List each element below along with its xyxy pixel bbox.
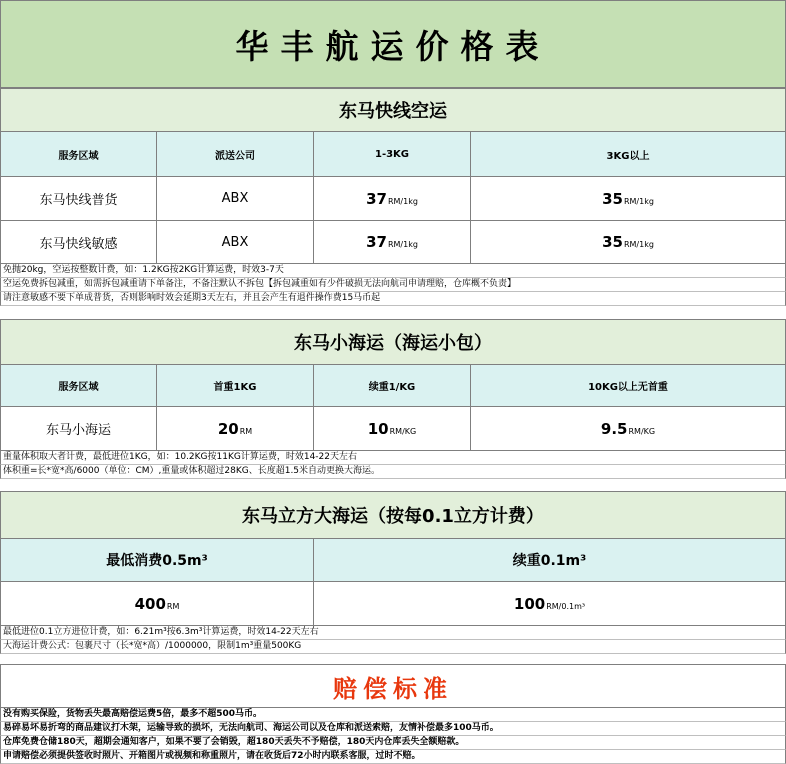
air-notes [0,264,786,306]
air-note: 空运免费拆包减重，如需拆包减重请下单备注，不备注默认不拆包【拆包减重如有少件破损无法向航司申请理赔，仓库概不负责】 [0,278,786,292]
price-unit: RM/KG [628,426,656,436]
cube-sea-min-price [0,582,314,626]
air-header-area: 服务区域 [0,132,157,177]
air-section-title: 东马快线空运 [0,88,786,132]
air-header-company: 派送公司 [157,132,314,177]
table-row [0,221,786,264]
price-unit: RM/1kg [387,240,418,249]
price-unit: RM/1kg [387,196,418,206]
price-unit: RM [239,426,253,436]
cube-sea-section-title: 东马立方大海运（按每0.1立方计费） [0,491,786,539]
small-sea-table-header [0,365,786,407]
compensation-note: 没有购买保险，货物丢失最高赔偿运费5倍，最多不超500马币。 [0,708,786,722]
small-sea-header-first-kg: 首重1KG [157,365,314,407]
small-sea-note: 体积重=长*宽*高/6000（单位：CM）,重量或体积超过28KG、长度超1.5米自动更换大海运。 [0,465,786,479]
page-title: 华丰航运价格表 [0,0,786,88]
air-company-cell: ABX [157,177,314,221]
air-price-1-3kg [314,177,471,221]
small-sea-10kg-price [471,407,786,451]
price-unit: RM [166,601,180,611]
air-price-1-3kg [314,221,471,264]
cube-sea-note: 最低进位0.1立方进位计费，如：6.21m³按6.3m³计算运费，时效14-22天左右 [0,626,786,640]
small-sea-section-title: 东马小海运（海运小包） [0,319,786,365]
cube-sea-header-extra: 续重0.1m³ [314,539,786,582]
small-sea-price-table [0,365,786,451]
compensation-note: 易碎易坏易折弯的商品建议打木架，运输导致的损坏，无法向航司、海运公司以及仓库和派送索赔，友情补偿最多100马币。 [0,722,786,736]
price-value: 20 [217,419,239,438]
small-sea-header-area: 服务区域 [0,365,157,407]
table-row [0,582,786,626]
price-unit: RM/1kg [623,196,654,206]
air-note: 免抛20kg，空运按整数计费，如：1.2KG按2KG计算运费，时效3-7天 [0,264,786,278]
compensation-note: 仓库免费仓储180天，超期会通知客户，如果不要了会销毁，超180天丢失不予赔偿，180天内仓库丢失全额赔款。 [0,736,786,750]
small-sea-header-extra-kg: 续重1/KG [314,365,471,407]
cube-sea-note: 大海运计费公式：包裹尺寸（长*宽*高）/1000000，限制1m³重量500KG [0,640,786,654]
price-unit: RM/KG [389,426,417,436]
air-area-cell: 东马快线敏感 [0,221,157,264]
small-sea-area-cell: 东马小海运 [0,407,157,451]
air-price-3kg-plus [471,221,786,264]
air-header-1-3kg: 1-3KG [314,132,471,177]
small-sea-note: 重量体积取大者计费，最低进位1KG，如：10.2KG按11KG计算运费，时效14-22天左右 [0,451,786,465]
table-row [0,177,786,221]
air-area-cell: 东马快线普货 [0,177,157,221]
small-sea-notes [0,451,786,479]
small-sea-first-price [157,407,314,451]
price-value: 35 [602,189,623,208]
air-price-3kg-plus [471,177,786,221]
air-note: 请注意敏感不要下单成普货，否则影响时效会延期3天左右，并且会产生有退件操作费15马币起 [0,292,786,306]
cube-sea-extra-price [314,582,786,626]
air-table-header [0,132,786,177]
price-value: 35 [602,233,623,251]
compensation-note: 申请赔偿必须提供签收时照片、开箱图片或视频和称重照片，请在收货后72小时内联系客服，过时不赔。 [0,750,786,764]
cube-sea-notes [0,626,786,654]
cube-sea-price-table [0,539,786,626]
small-sea-header-10kg-plus: 10KG以上无首重 [471,365,786,407]
compensation-title: 赔偿标准 [0,664,786,708]
price-unit: RM/1kg [623,240,654,249]
air-header-3kg-plus: 3KG以上 [471,132,786,177]
small-sea-extra-price [314,407,471,451]
price-value: 100 [513,594,546,613]
price-value: 400 [134,594,166,613]
price-value: 10 [367,419,389,438]
price-unit: RM/0.1m³ [546,601,586,611]
air-company-cell: ABX [157,221,314,264]
cube-sea-table-header [0,539,786,582]
price-value: 37 [366,189,387,208]
table-row [0,407,786,451]
price-value: 9.5 [600,419,628,438]
cube-sea-header-min: 最低消费0.5m³ [0,539,314,582]
compensation-notes [0,708,786,764]
air-price-table [0,132,786,264]
price-value: 37 [366,233,387,251]
